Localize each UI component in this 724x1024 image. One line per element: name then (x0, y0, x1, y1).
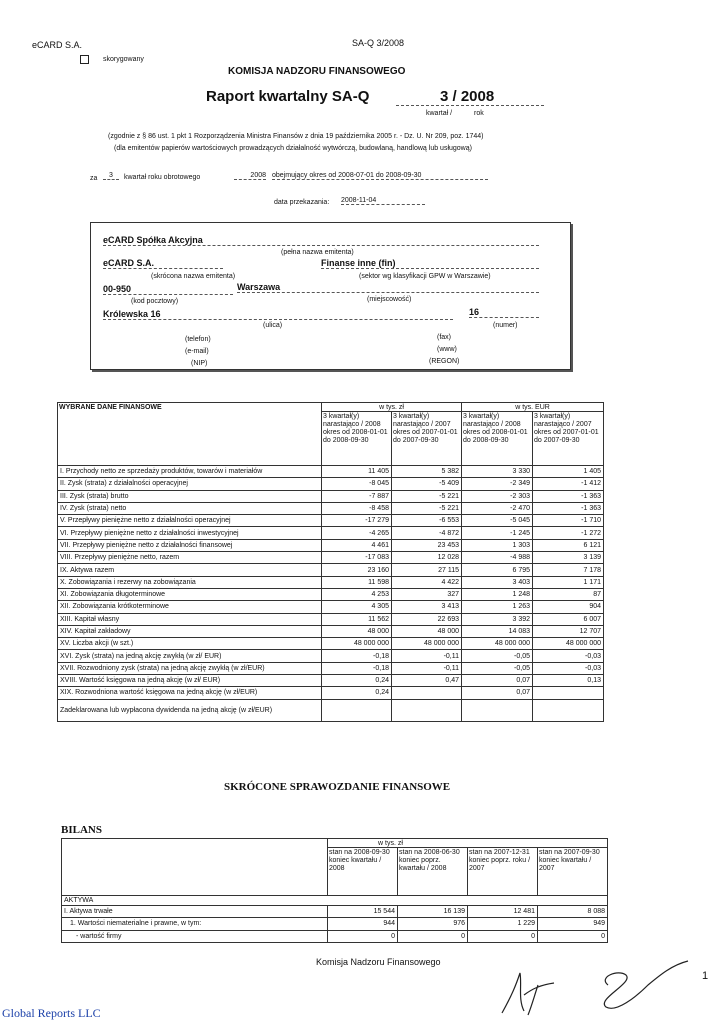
issuer-info-box (90, 222, 571, 370)
row-value: 16 139 (398, 906, 468, 918)
row-value: 949 (538, 918, 608, 930)
row-label: III. Zysk (strata) brutto (58, 490, 322, 502)
row-value: 0 (538, 930, 608, 942)
row-value: 48 000 (322, 625, 392, 637)
row-label: XIII. Kapitał własny (58, 613, 322, 625)
doc-code: SA-Q 3/2008 (352, 38, 405, 48)
page-number: 1 (702, 970, 709, 982)
authority-heading: KOMISJA NADZORU FINANSOWEGO (228, 66, 406, 77)
row-label: Zadeklarowana lub wypłacona dywidenda na jedną akcję (w zł/EUR) (58, 699, 322, 721)
table-row (62, 918, 608, 930)
table-row (58, 502, 604, 514)
row-value: 1 263 (462, 601, 533, 613)
row-value: 48 000 000 (322, 638, 392, 650)
row-value: 0,47 (392, 675, 462, 687)
row-label: XV. Liczba akcji (w szt.) (58, 638, 322, 650)
sector-label: (sektor wg klasyfikacji GPW w Warszawie) (359, 273, 491, 280)
city: Warszawa (237, 282, 539, 293)
row-value: 23 160 (322, 564, 392, 576)
table-row (58, 613, 604, 625)
submission-date: 2008-11-04 (341, 197, 425, 205)
row-value (462, 699, 533, 721)
street: Królewska 16 (103, 309, 453, 320)
balance-col-header: stan na 2007-09-30 koniec kwartału / 2007 (538, 848, 608, 896)
selected-financials-title: WYBRANE DANE FINANSOWE (58, 403, 322, 466)
row-label: XII. Zobowiązania krótkoterminowe (58, 601, 322, 613)
row-value: 0,24 (322, 675, 392, 687)
row-value: 23 453 (392, 539, 462, 551)
row-value: -1 363 (533, 490, 604, 502)
row-value: -4 265 (322, 527, 392, 539)
www-label: (www) (437, 346, 457, 353)
handwritten-signatures (498, 955, 698, 1017)
watermark: Global Reports LLC (2, 1006, 101, 1020)
table-row (58, 552, 604, 564)
row-value: -17 279 (322, 515, 392, 527)
quarter-label: kwartał / (426, 110, 453, 117)
row-value: -6 553 (392, 515, 462, 527)
signature-two (604, 961, 688, 1008)
row-value: 1 171 (533, 576, 604, 588)
row-label: XVI. Zysk (strata) na jedną akcję zwykłą (w zł/ EUR) (58, 650, 322, 662)
row-label: VI. Przepływy pieniężne netto z działalności inwestycyjnej (58, 527, 322, 539)
row-label: XIV. Kapitał zakładowy (58, 625, 322, 637)
signature-one (502, 973, 554, 1015)
balance-col-header: stan na 2007-12-31 koniec poprz. roku / 2007 (468, 848, 538, 896)
quarter-number: 3 (103, 172, 119, 180)
corrected-label: skorygowany (103, 56, 144, 63)
row-value: 12 028 (392, 552, 462, 564)
row-value: -7 887 (322, 490, 392, 502)
footer-authority: Komisja Nadzoru Finansowego (316, 957, 441, 967)
row-value: -1 272 (533, 527, 604, 539)
row-value: -5 221 (392, 502, 462, 514)
row-value: 4 305 (322, 601, 392, 613)
row-value: 7 178 (533, 564, 604, 576)
table-row (58, 638, 604, 650)
row-value: -5 045 (462, 515, 533, 527)
fax-label: (fax) (437, 334, 451, 341)
street-label: (ulica) (263, 322, 283, 329)
row-value: -4 872 (392, 527, 462, 539)
row-value: 1 229 (468, 918, 538, 930)
nip-label: (NIP) (191, 360, 208, 367)
row-value: 48 000 (392, 625, 462, 637)
table-row (58, 527, 604, 539)
row-value: 48 000 000 (392, 638, 462, 650)
row-value: 11 598 (322, 576, 392, 588)
table-row (58, 539, 604, 551)
row-value: 327 (392, 588, 462, 600)
table-row (62, 906, 608, 918)
row-value: 4 253 (322, 588, 392, 600)
issuer-sector: Finanse inne (fin) (321, 258, 539, 269)
col-header: 3 kwartał(y) narastająco / 2008 okres od 2008-01-01 do 2008-09-30 (462, 412, 533, 466)
row-value: -0,03 (533, 650, 604, 662)
fiscal-quarter-label: kwartał roku obrotowego (124, 174, 201, 181)
city-label: (miejscowość) (367, 296, 412, 303)
row-value: 12 481 (468, 906, 538, 918)
row-value: -2 349 (462, 478, 533, 490)
row-label: IX. Aktywa razem (58, 564, 322, 576)
row-value: -1 245 (462, 527, 533, 539)
row-value: 3 403 (462, 576, 533, 588)
row-value: -1 412 (533, 478, 604, 490)
email-label: (e-mail) (185, 348, 209, 355)
balance-section-assets: AKTYWA (62, 896, 608, 906)
row-value: 6 795 (462, 564, 533, 576)
row-value: 3 330 (462, 466, 533, 478)
row-value: -0,05 (462, 662, 533, 674)
row-value: -0,03 (533, 662, 604, 674)
table-row (62, 930, 608, 942)
row-label: X. Zobowiązania i rezerwy na zobowiązania (58, 576, 322, 588)
row-value: 4 461 (322, 539, 392, 551)
row-label: IV. Zysk (strata) netto (58, 502, 322, 514)
table-row (58, 601, 604, 613)
table-row (58, 662, 604, 674)
table-row (58, 490, 604, 502)
row-value: 1 248 (462, 588, 533, 600)
phone-label: (telefon) (185, 336, 211, 343)
row-value: 14 083 (462, 625, 533, 637)
corrected-checkbox[interactable] (80, 55, 89, 64)
row-value: -5 221 (392, 490, 462, 502)
row-value: 3 139 (533, 552, 604, 564)
postal-code: 00-950 (103, 284, 233, 295)
row-label: XI. Zobowiązania długoterminowe (58, 588, 322, 600)
row-label: XVII. Rozwodniony zysk (strata) na jedną akcję zwykłą (w zł/EUR) (58, 662, 322, 674)
row-value: 48 000 000 (533, 638, 604, 650)
row-value: -1 710 (533, 515, 604, 527)
table-row (58, 478, 604, 490)
row-value: 12 707 (533, 625, 604, 637)
za-label: za (90, 175, 98, 182)
row-label: 1. Wartości niematerialne i prawne, w tym: (62, 918, 328, 930)
row-label: I. Aktywa trwałe (62, 906, 328, 918)
row-label: V. Przepływy pieniężne netto z działalności operacyjnej (58, 515, 322, 527)
issuer-scope: (dla emitentów papierów wartościowych prowadzących działalność wytwórczą, budowlaną, handlową lub usługową) (114, 145, 472, 152)
row-value: 8 088 (538, 906, 608, 918)
row-value: 4 422 (392, 576, 462, 588)
row-value: -8 458 (322, 502, 392, 514)
row-value: -5 409 (392, 478, 462, 490)
row-value: 15 544 (328, 906, 398, 918)
row-value: 0,24 (322, 687, 392, 699)
row-value: -4 988 (462, 552, 533, 564)
row-value: 6 007 (533, 613, 604, 625)
row-value: 944 (328, 918, 398, 930)
table-row (58, 576, 604, 588)
row-value (392, 687, 462, 699)
row-value: 0 (398, 930, 468, 942)
table-row (58, 687, 604, 699)
row-label: I. Przychody netto ze sprzedaży produktów, towarów i materiałów (58, 466, 322, 478)
row-label: XVIII. Wartość księgowa na jedną akcję (w zł/ EUR) (58, 675, 322, 687)
row-value: -0,11 (392, 650, 462, 662)
row-value: 22 693 (392, 613, 462, 625)
row-value (392, 699, 462, 721)
row-label: - wartość firmy (62, 930, 328, 942)
col-header: 3 kwartał(y) narastająco / 2007 okres od 2007-01-01 do 2007-09-30 (533, 412, 604, 466)
balance-unit: w tys. zł (328, 839, 608, 848)
legal-basis: (zgodnie z § 86 ust. 1 pkt 1 Rozporządzenia Ministra Finansów z dnia 19 października 2005 r. - Dz. U. Nr 209, poz. 1744) (108, 133, 484, 140)
table-row (58, 699, 604, 721)
row-value: -8 045 (322, 478, 392, 490)
unit-eur: w tys. EUR (462, 403, 604, 412)
issuer-short-name: eCARD S.A. (103, 258, 223, 269)
year-label: rok (474, 110, 484, 117)
table-row (58, 588, 604, 600)
row-label: II. Zysk (strata) z działalności operacyjnej (58, 478, 322, 490)
row-value: 0 (468, 930, 538, 942)
row-value: 0,13 (533, 675, 604, 687)
regon-label: (REGON) (429, 358, 460, 365)
postal-code-label: (kod pocztowy) (131, 298, 179, 305)
row-value: -2 303 (462, 490, 533, 502)
selected-financials-table (57, 402, 604, 722)
balance-header-blank (62, 839, 328, 896)
issuer-full-name: eCARD Spółka Akcyjna (103, 235, 539, 246)
row-value: 0 (328, 930, 398, 942)
table-row (58, 675, 604, 687)
row-label: VIII. Przepływy pieniężne netto, razem (58, 552, 322, 564)
row-value: 976 (398, 918, 468, 930)
street-number: 16 (469, 307, 539, 318)
quarter-year-value: 3 / 2008 (396, 88, 544, 106)
row-value: 48 000 000 (462, 638, 533, 650)
row-value (533, 687, 604, 699)
period-text: obejmujący okres od 2008-07-01 do 2008-09-30 (272, 172, 488, 180)
row-value: 3 392 (462, 613, 533, 625)
balance-col-header: stan na 2008-06-30 koniec poprz. kwartału / 2008 (398, 848, 468, 896)
row-label: VII. Przepływy pieniężne netto z działalności finansowej (58, 539, 322, 551)
balance-table (61, 838, 608, 943)
table-row (58, 564, 604, 576)
row-value: -0,18 (322, 650, 392, 662)
row-value: 0,07 (462, 687, 533, 699)
row-value: -0,05 (462, 650, 533, 662)
row-value: 6 121 (533, 539, 604, 551)
row-value: 904 (533, 601, 604, 613)
unit-pln: w tys. zł (322, 403, 462, 412)
row-value: -1 363 (533, 502, 604, 514)
row-label: XIX. Rozwodniona wartość księgowa na jedną akcję (w zł/EUR) (58, 687, 322, 699)
row-value: 1 303 (462, 539, 533, 551)
row-value: 87 (533, 588, 604, 600)
row-value (322, 699, 392, 721)
table-row (58, 625, 604, 637)
row-value: -0,18 (322, 662, 392, 674)
short-name-label: (skrócona nazwa emitenta) (151, 273, 236, 280)
table-row (58, 650, 604, 662)
col-header: 3 kwartał(y) narastająco / 2008 okres od 2008-01-01 do 2008-09-30 (322, 412, 392, 466)
row-value: 11 562 (322, 613, 392, 625)
balance-title: BILANS (61, 824, 102, 836)
submission-label: data przekazania: (274, 199, 330, 206)
row-value: 11 405 (322, 466, 392, 478)
row-value: -0,11 (392, 662, 462, 674)
row-value: 5 382 (392, 466, 462, 478)
table-row (58, 466, 604, 478)
row-value: 1 405 (533, 466, 604, 478)
row-value: 3 413 (392, 601, 462, 613)
row-value: 0,07 (462, 675, 533, 687)
abbreviated-title: SKRÓCONE SPRAWOZDANIE FINANSOWE (224, 781, 451, 793)
number-label: (numer) (493, 322, 518, 329)
report-title: Raport kwartalny SA-Q (206, 88, 370, 105)
fiscal-year: 2008 (234, 172, 266, 180)
row-value: -2 470 (462, 502, 533, 514)
table-row (58, 515, 604, 527)
row-value: -17 083 (322, 552, 392, 564)
company-name: eCARD S.A. (32, 40, 83, 50)
balance-col-header: stan na 2008-09-30 koniec kwartału / 2008 (328, 848, 398, 896)
row-value (533, 699, 604, 721)
issuer-full-name-label: (pełna nazwa emitenta) (281, 249, 354, 256)
row-value: 27 115 (392, 564, 462, 576)
col-header: 3 kwartał(y) narastająco / 2007 okres od 2007-01-01 do 2007-09-30 (392, 412, 462, 466)
